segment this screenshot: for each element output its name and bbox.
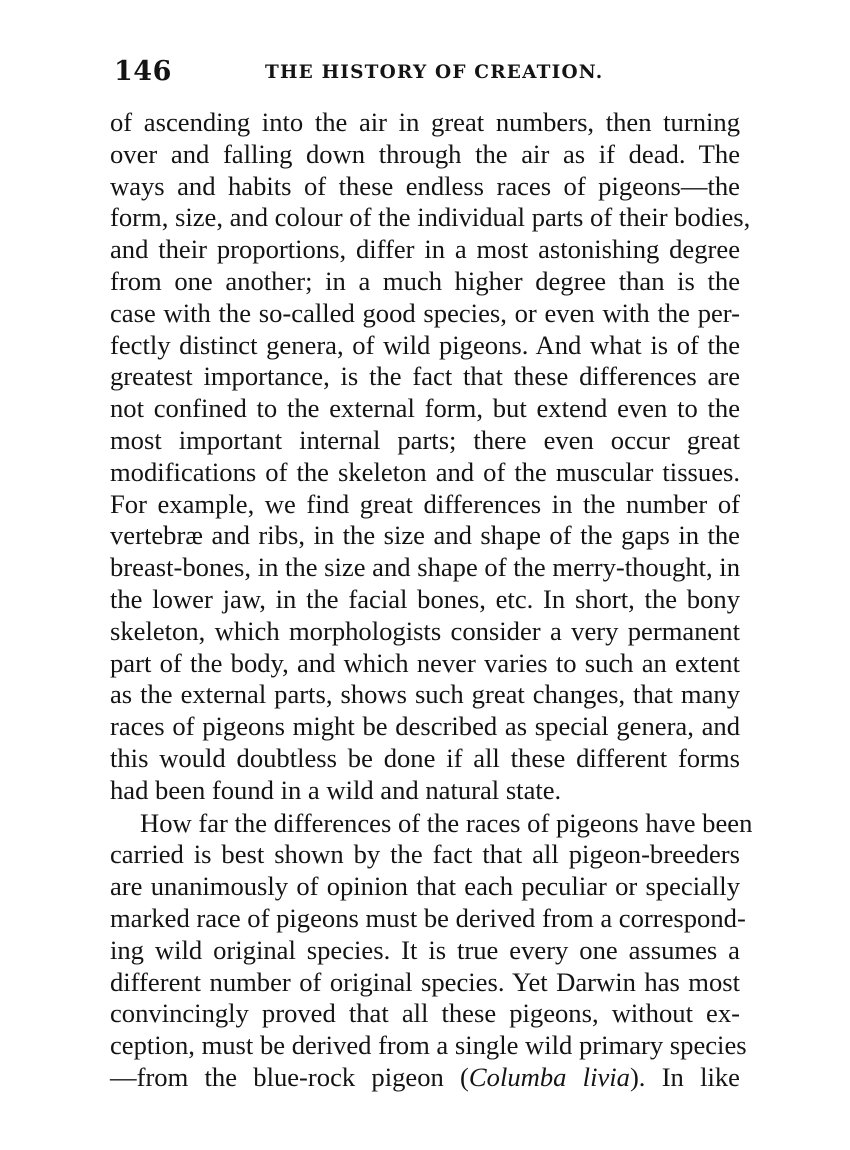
running-head xyxy=(112,54,744,90)
text-line: not confined to the external form, but extend even to the xyxy=(110,393,740,424)
text-line: greatest importance, is the fact that these differences are xyxy=(110,361,740,392)
text-line: and their proportions, differ in a most astonishing degree xyxy=(110,234,740,265)
text-line: modifications of the skeleton and of the muscular tissues. xyxy=(110,456,740,487)
text-line: ing wild original species. It is true every one assumes a xyxy=(110,934,740,965)
running-title: THE HISTORY OF CREATION. xyxy=(265,62,604,83)
text-line: as the external parts, shows such great changes, that many xyxy=(110,679,740,710)
text-line: How far the differences of the races of pigeons have been xyxy=(140,807,753,838)
text-line: different number of original species. Yet Darwin has most xyxy=(110,966,740,997)
text-line: most important internal parts; there even occur great xyxy=(110,424,740,455)
text-line: breast-bones, in the size and shape of the merry-thought, in xyxy=(110,552,740,583)
text-line: ception, must be derived from a single wild primary species xyxy=(110,1030,747,1061)
paragraph-1 xyxy=(110,107,751,807)
text-line: of ascending into the air in great numbers, then turning xyxy=(110,107,740,137)
text-line: races of pigeons might be described as special genera, and xyxy=(110,711,740,742)
page-number: 146 xyxy=(114,56,172,87)
text-line: marked race of pigeons must be derived from a correspond- xyxy=(110,902,746,933)
text-line: carried is best shown by the fact that all pigeon-breeders xyxy=(110,839,740,870)
text-line xyxy=(110,1062,740,1094)
text-line: skeleton, which morphologists consider a very permanent xyxy=(110,615,740,646)
body-text xyxy=(110,107,753,1094)
paragraph-2 xyxy=(110,807,753,1094)
text-line: For example, we find great differences in the number of xyxy=(110,488,740,519)
text-line: over and falling down through the air as if dead. The xyxy=(110,138,740,169)
text-line: convincingly proved that all these pigeons, without ex- xyxy=(110,998,740,1029)
text-line: are unanimously of opinion that each peculiar or specially xyxy=(110,871,740,902)
text-line-segment: ). In like xyxy=(629,1061,740,1092)
text-line: ways and habits of these endless races of pigeons—the xyxy=(110,170,740,201)
text-line: the lower jaw, in the facial bones, etc. In short, the bony xyxy=(110,583,740,614)
text-line: part of the body, and which never varies to such an extent xyxy=(110,647,740,678)
text-line: case with the so-called good species, or even with the per- xyxy=(110,297,740,328)
text-line: form, size, and colour of the individual parts of their bodies, xyxy=(110,202,751,233)
species-name: Columba livia xyxy=(468,1061,630,1092)
text-line: fectly distinct genera, of wild pigeons. And what is of the xyxy=(110,329,740,360)
text-line: from one another; in a much higher degree than is the xyxy=(110,265,740,296)
text-line: had been found in a wild and natural state. xyxy=(110,774,562,805)
text-line-segment: —from the blue-rock pigeon ( xyxy=(110,1061,469,1092)
text-line: this would doubtless be done if all these different forms xyxy=(110,742,740,773)
text-line: vertebræ and ribs, in the size and shape of the gaps in the xyxy=(110,520,740,551)
